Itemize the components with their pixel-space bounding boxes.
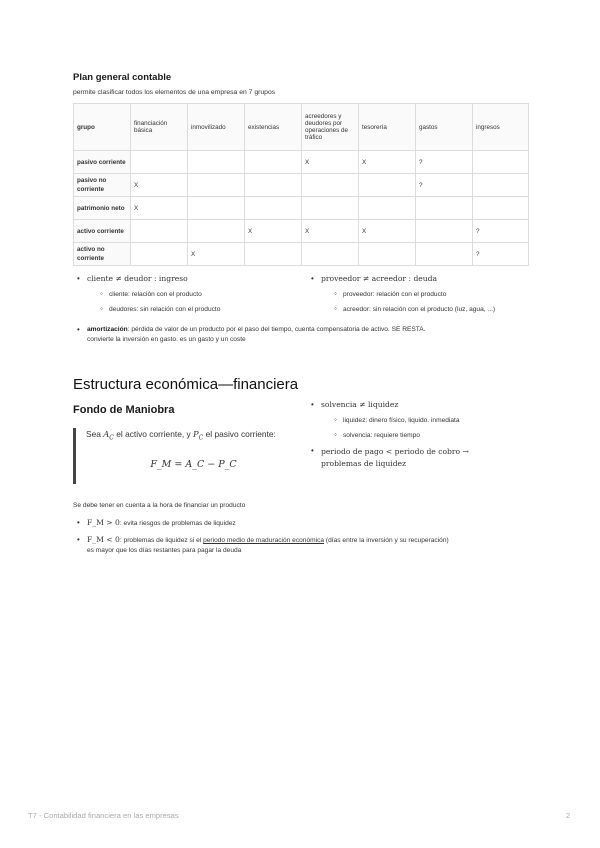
- row-label: activo corriente: [74, 220, 131, 243]
- table-cell: [359, 197, 416, 220]
- section-title: Estructura económica—financiera: [73, 376, 299, 393]
- table-cell: [245, 243, 302, 266]
- table-header-cell: acreedores y deudores por operaciones de tráfico: [302, 104, 359, 151]
- table-cell: [416, 197, 473, 220]
- table-cell: [188, 220, 245, 243]
- table-cell: [359, 243, 416, 266]
- fm-negative-formula: F_M < 0: [87, 535, 120, 544]
- periodo-formula-2: problemas de liquidez: [321, 459, 407, 468]
- table-header-cell: inmovilizado: [188, 104, 245, 151]
- list-item: [73, 274, 303, 314]
- table-cell: X: [302, 151, 359, 174]
- list-item: [73, 535, 533, 556]
- table-cell: X: [188, 243, 245, 266]
- list-item: ◦ acreedor: sin relación con el producto (luz, agua, ...): [321, 305, 547, 314]
- list-item: [307, 400, 537, 440]
- table-cell: [302, 243, 359, 266]
- table-cell: [188, 151, 245, 174]
- section-subtitle: Fondo de Maniobra: [73, 404, 175, 416]
- table-row: [74, 220, 529, 243]
- table-header-cell: gastos: [416, 104, 473, 151]
- plan-subtitle: permite clasificar todos los elementos de una empresa en 7 grupos: [73, 89, 276, 96]
- table-cell: ?: [416, 174, 473, 197]
- table-header-cell: existencias: [245, 104, 302, 151]
- fm-list: [73, 518, 533, 562]
- ac-symbol: $A_C$: [103, 429, 114, 442]
- table-cell: [131, 243, 188, 266]
- table-header-cell: ingresos: [473, 104, 529, 151]
- fm-negative-text: : problemas de liquidez si el: [119, 537, 202, 544]
- fondo-maniobra-formula: F_M = A_C − P_C: [150, 458, 237, 470]
- notes-right-list: [307, 274, 547, 320]
- quote-text: el pasivo corriente:: [205, 429, 276, 439]
- list-item: [73, 518, 533, 529]
- solvencia-list: [307, 400, 537, 476]
- table-cell: X: [302, 220, 359, 243]
- cliente-deudor-formula: cliente ≠ deudor : ingreso: [87, 274, 188, 283]
- table-cell: ?: [473, 220, 529, 243]
- table-row: [74, 174, 529, 197]
- table-cell: [188, 174, 245, 197]
- amortizacion-note: [73, 325, 547, 345]
- table-cell: [416, 243, 473, 266]
- table-cell: X: [131, 197, 188, 220]
- table-header-cell: tesorería: [359, 104, 416, 151]
- row-label: pasivo corriente: [74, 151, 131, 174]
- list-item: ◦ proveedor: relación con el producto: [321, 290, 547, 299]
- table-cell: [131, 151, 188, 174]
- table-header-cell: financiación básica: [131, 104, 188, 151]
- periodo-medio-link[interactable]: periodo medio de maduración económica: [203, 537, 325, 544]
- table-cell: [302, 197, 359, 220]
- table-row: [74, 151, 529, 174]
- row-label: pasivo no corriente: [74, 174, 131, 197]
- list-item: [307, 446, 537, 470]
- amortizacion-text: : pérdida de valor de un producto por el paso del tiempo, cuenta compensatoria de activo. SE RESTA.: [127, 326, 426, 333]
- notes-left-list: [73, 274, 303, 320]
- table-cell: X: [131, 174, 188, 197]
- table-header-cell: grupo: [74, 104, 131, 151]
- fm-negative-text-3: es mayor que los días restantes para pagar la deuda: [87, 547, 242, 554]
- table-cell: [302, 174, 359, 197]
- list-item: ◦ liquidez: dinero físico, liquido. inmediata: [321, 416, 537, 425]
- plan-title: Plan general contable: [73, 72, 172, 83]
- table-cell: [473, 197, 529, 220]
- fm-negative-text-2: (días entre la inversión y su recuperación): [325, 537, 449, 544]
- list-item: ◦ cliente: relación con el producto: [87, 290, 303, 299]
- solvencia-formula: solvencia ≠ liquidez: [321, 400, 399, 409]
- proveedor-acreedor-formula: proveedor ≠ acreedor : deuda: [321, 274, 438, 283]
- periodo-formula-1: periodo de pago < periodo de cobro →: [321, 447, 469, 456]
- amortizacion-term: amortización: [87, 326, 128, 333]
- table-cell: ?: [473, 243, 529, 266]
- footer-title: T7 - Contabilidad financiera en las empresas: [28, 811, 179, 820]
- pc-symbol: $P_C$: [193, 429, 204, 442]
- table-cell: [245, 174, 302, 197]
- list-item: ◦ solvencia: requiere tiempo: [321, 431, 537, 440]
- table-cell: [473, 174, 529, 197]
- list-item: ◦ deudores: sin relación con el producto: [87, 305, 303, 314]
- quote-text: el activo corriente, y: [116, 429, 191, 439]
- table-cell: X: [245, 220, 302, 243]
- row-label: activo no corriente: [74, 243, 131, 266]
- table-cell: X: [359, 151, 416, 174]
- fm-positive-text: : evita riesgos de problemas de liquidez: [119, 520, 236, 527]
- quote-text: Sea: [86, 429, 101, 439]
- table-header-row: [74, 104, 529, 151]
- table-cell: X: [359, 220, 416, 243]
- table-cell: [359, 174, 416, 197]
- fm-positive-formula: F_M > 0: [87, 518, 120, 527]
- table-cell: [245, 197, 302, 220]
- intro-paragraph: Se debe tener en cuenta a la hora de financiar un producto: [73, 502, 246, 509]
- table-cell: [131, 220, 188, 243]
- list-item: [307, 274, 547, 314]
- table-cell: [245, 151, 302, 174]
- table-cell: [473, 151, 529, 174]
- table-cell: [416, 220, 473, 243]
- table-row: [74, 197, 529, 220]
- plan-table: [73, 103, 529, 266]
- definition-quote: [73, 428, 301, 484]
- table-row: [74, 243, 529, 266]
- table-cell: [188, 197, 245, 220]
- row-label: patrimonio neto: [74, 197, 131, 220]
- page-number: 2: [566, 811, 571, 820]
- amortizacion-text-2: convierte la inversión en gasto. es un gasto y un coste: [87, 336, 246, 343]
- table-cell: ?: [416, 151, 473, 174]
